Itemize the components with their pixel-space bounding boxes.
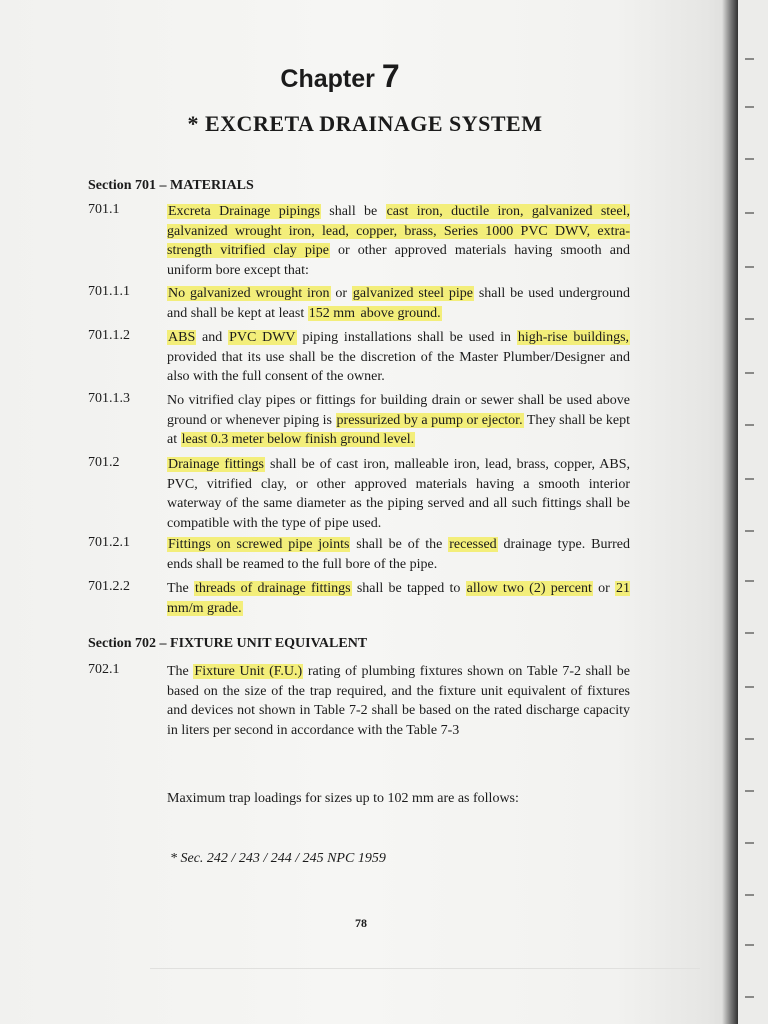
- clause-text-segment: shall be tapped to: [351, 581, 466, 596]
- highlighted-text: galvanized steel pipe: [352, 286, 473, 301]
- margin-tick: [745, 632, 754, 634]
- clause-text-segment: shall be of the: [350, 537, 449, 552]
- margin-tick: [745, 996, 754, 998]
- highlighted-text: threads of drainage fittings: [195, 581, 351, 596]
- highlighted-text: 152 mm: [308, 305, 356, 321]
- highlighted-text: No galvanized wrought iron: [168, 286, 330, 301]
- clause-text-segment: No vitrified clay pipes or fittings for building drain or sewer shall be used above ground or whenever piping is: [167, 393, 630, 428]
- clause-text-segment: shall be used underground and shall be kept at least: [167, 286, 630, 321]
- clause-text-segment: provided that its use shall be the discretion of the Master Plumber/Designer and also with the full consent of the owner.: [167, 349, 630, 384]
- bottom-rule: [150, 968, 700, 969]
- margin-tick: [745, 266, 754, 268]
- margin-tick: [745, 106, 754, 108]
- highlighted-text: Fittings on screwed pipe joints: [168, 537, 350, 552]
- margin-tick: [745, 894, 754, 896]
- margin-tick: [745, 530, 754, 532]
- chapter-heading: [0, 58, 680, 95]
- binding-shadow: [722, 0, 738, 1024]
- highlighted-text: ABS: [168, 330, 196, 345]
- highlighted-text: recessed: [449, 537, 497, 552]
- clause-text: [167, 284, 630, 323]
- margin-tick: [745, 212, 754, 214]
- clause-text-segment: and: [196, 330, 229, 345]
- clause-number: 701.2: [88, 455, 120, 470]
- margin-tick: [745, 424, 754, 426]
- clause-number: 701.2.2: [88, 579, 130, 594]
- chapter-number: 7: [381, 58, 400, 94]
- clause-text-segment: They shall be kept at: [167, 412, 631, 447]
- page-title: * EXCRETA DRAINAGE SYSTEM: [187, 111, 543, 136]
- highlighted-text: high-rise buildings,: [517, 330, 630, 345]
- clause-text-segment: or: [592, 581, 616, 596]
- highlighted-text: least 0.3 meter below finish ground level.: [181, 432, 415, 447]
- margin-tick: [745, 58, 754, 60]
- clause-text: [167, 391, 630, 450]
- margin-tick: [745, 686, 754, 688]
- margin-tick: [745, 790, 754, 792]
- margin-tick: [745, 738, 754, 740]
- chapter-prefix: Chapter: [280, 65, 375, 93]
- highlighted-text: Excreta Drainage pipings: [168, 204, 320, 219]
- margin-tick: [745, 842, 754, 844]
- clause-text-segment: or: [330, 286, 352, 301]
- section-701-heading: Section 701 – MATERIALS: [88, 178, 254, 193]
- clause-text-segment: or other approved materials having smooth and uniform bore except that:: [167, 243, 630, 278]
- margin-tick: [745, 478, 754, 480]
- clause-text: [167, 535, 630, 574]
- clause-number: 701.1.1: [88, 284, 130, 299]
- highlighted-text: 21 mm/m grade.: [167, 581, 631, 616]
- margin-tick: [745, 158, 754, 160]
- clause-number: 701.2.1: [88, 535, 130, 550]
- clause-text-segment: shall be of cast iron, malleable iron, lead, brass, copper, ABS, PVC, vitrified clay, or other approved materials having a smooth interior waterway of the same diameter as the piping served and all such fittings shall be compatible with the type of pipe used.: [167, 457, 630, 531]
- clause-text-segment: shall be: [320, 204, 386, 219]
- clause-text: [167, 662, 630, 740]
- highlighted-text: above ground.: [357, 305, 441, 321]
- margin-tick: [745, 318, 754, 320]
- highlighted-text: PVC DWV: [229, 330, 296, 345]
- clause-text-segment: drainage type. Burred ends shall be reamed to the full bore of the pipe.: [167, 537, 630, 572]
- highlighted-text: allow two (2) percent: [466, 581, 592, 596]
- margin-tick: [745, 580, 754, 582]
- clause-text: [167, 202, 630, 280]
- margin-tick: [745, 944, 754, 946]
- clause-text-segment: The: [167, 664, 194, 679]
- clause-text: [167, 579, 630, 618]
- clause-text-segment: piping installations shall be used in: [296, 330, 517, 345]
- clause-text: [167, 455, 630, 533]
- section-702-heading: Section 702 – FIXTURE UNIT EQUIVALENT: [88, 636, 368, 651]
- clause-text: [167, 328, 630, 387]
- clause-text-segment: rating of plumbing fixtures shown on Table 7-2 shall be based on the size of the trap required, and the fixture unit equivalent of fixtures and devices not shown in Table 7-2 shall be based on the rated discharge capacity in liters per second in accordance with the Table 7-3: [167, 664, 630, 738]
- highlighted-text: cast iron, ductile iron, galvanized steel, galvanized wrought iron, lead, copper, brass, Series 1000 PVC DWV, extra-strength vitrified clay pipe: [167, 204, 630, 258]
- binding-edge: [738, 0, 768, 1024]
- clause-text-segment: The: [167, 581, 194, 596]
- clause-number: 701.1.2: [88, 328, 130, 343]
- footnote: * Sec. 242 / 243 / 244 / 245 NPC 1959: [170, 851, 386, 866]
- clause-number: 701.1: [88, 202, 120, 217]
- page-number: 78: [355, 916, 367, 930]
- clause-number: 702.1: [88, 662, 120, 677]
- highlighted-text: Fixture Unit (F.U.): [194, 664, 303, 679]
- highlighted-text: pressurized by a pump or ejector.: [336, 412, 523, 428]
- trap-loading-note: Maximum trap loadings for sizes up to 102 mm are as follows:: [167, 791, 519, 806]
- margin-tick: [745, 372, 754, 374]
- clause-number: 701.1.3: [88, 391, 130, 406]
- highlighted-text: Drainage fittings: [168, 457, 264, 472]
